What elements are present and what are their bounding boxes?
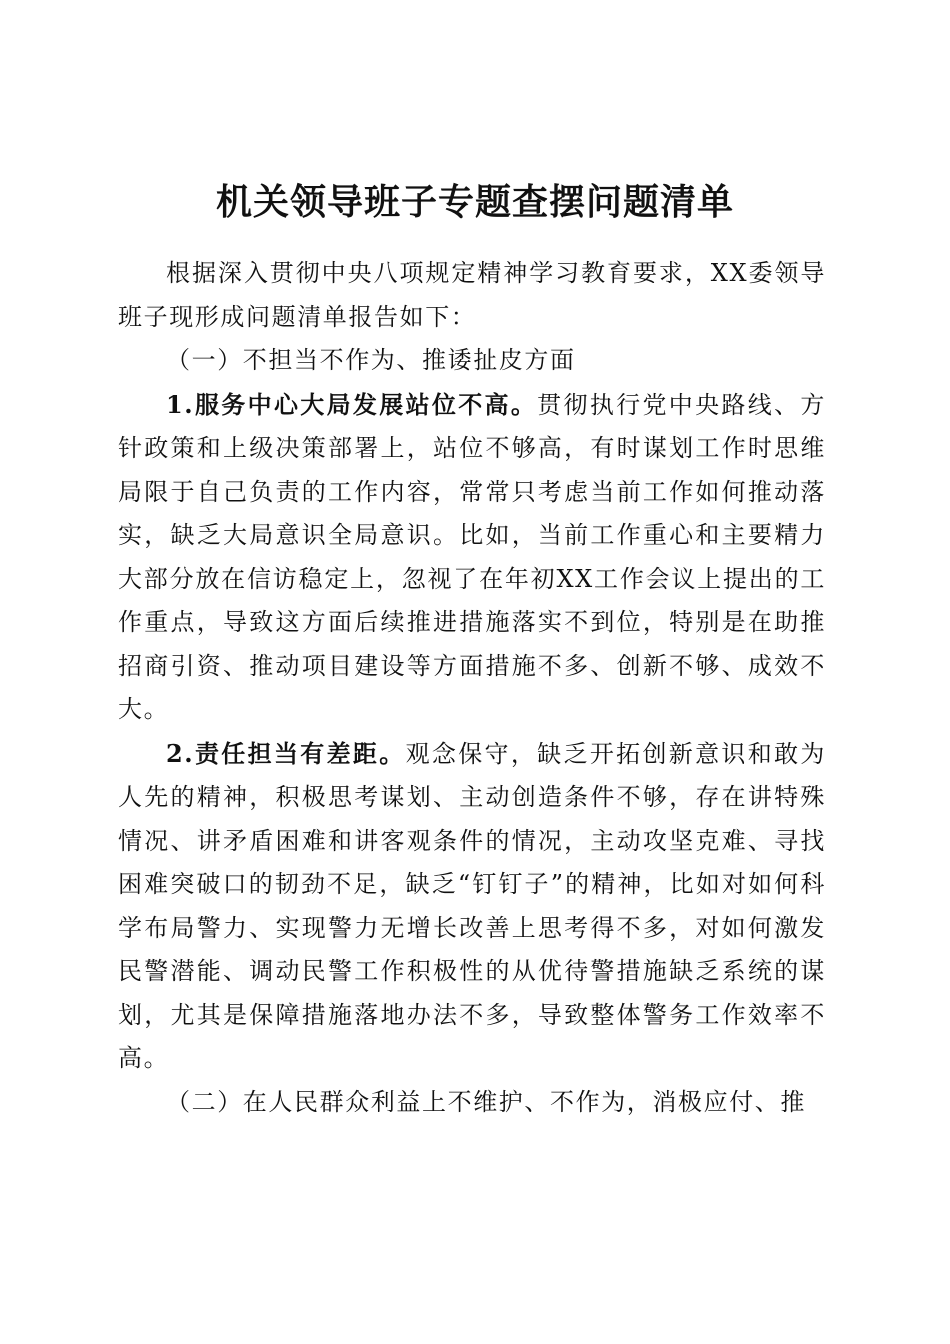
item-heading-1: 1.服务中心大局发展站位不高。 xyxy=(166,389,538,419)
section-heading-1: （一）不担当不作为、推诿扯皮方面 xyxy=(166,346,576,374)
intro-paragraph: 根据深入贯彻中央八项规定精神学习教育要求，XX委领导班子现形成问题清单报告如下： xyxy=(118,259,826,331)
item-text-2: 观念保守，缺乏开拓创新意识和敢为人先的精神，积极思考谋划、主动创造条件不够，存在讲特殊情况、讲矛盾困难和讲客观条件的情况，主动攻坚克难、寻找困难突破口的韧劲不足，缺乏“钉钉子”的精神，比如对如何科学布局警力、实现警力无增长改善上思考得不多，对如何激发民警潜能、调动民警工作积极性的从优待警措施缺乏系统的谋划，尤其是保障措施落地办法不多，导致整体警务工作效率不高。 xyxy=(118,739,826,1072)
item-text-1: 贯彻执行党中央路线、方针政策和上级决策部署上，站位不够高，有时谋划工作时思维局限于自己负责的工作内容，常常只考虑当前工作如何推动落实，缺乏大局意识全局意识。比如，当前工作重心和主要精力大部分放在信访稳定上，忽视了在年初XX工作会议上提出的工作重点，导致这方面后续推进措施落实不到位，特别是在助推招商引资、推动项目建设等方面措施不多、创新不够、成效不大。 xyxy=(118,390,826,723)
document-title: 机关领导班子专题查摆问题清单 xyxy=(215,181,734,223)
item-paragraph-1 xyxy=(118,383,826,732)
item-heading-2: 2.责任担当有差距。 xyxy=(166,738,406,768)
item-paragraph-2 xyxy=(118,732,826,1081)
document-body xyxy=(118,252,826,1124)
section-heading-2: （二）在人民群众利益上不维护、不作为，消极应付、推 xyxy=(166,1087,806,1116)
